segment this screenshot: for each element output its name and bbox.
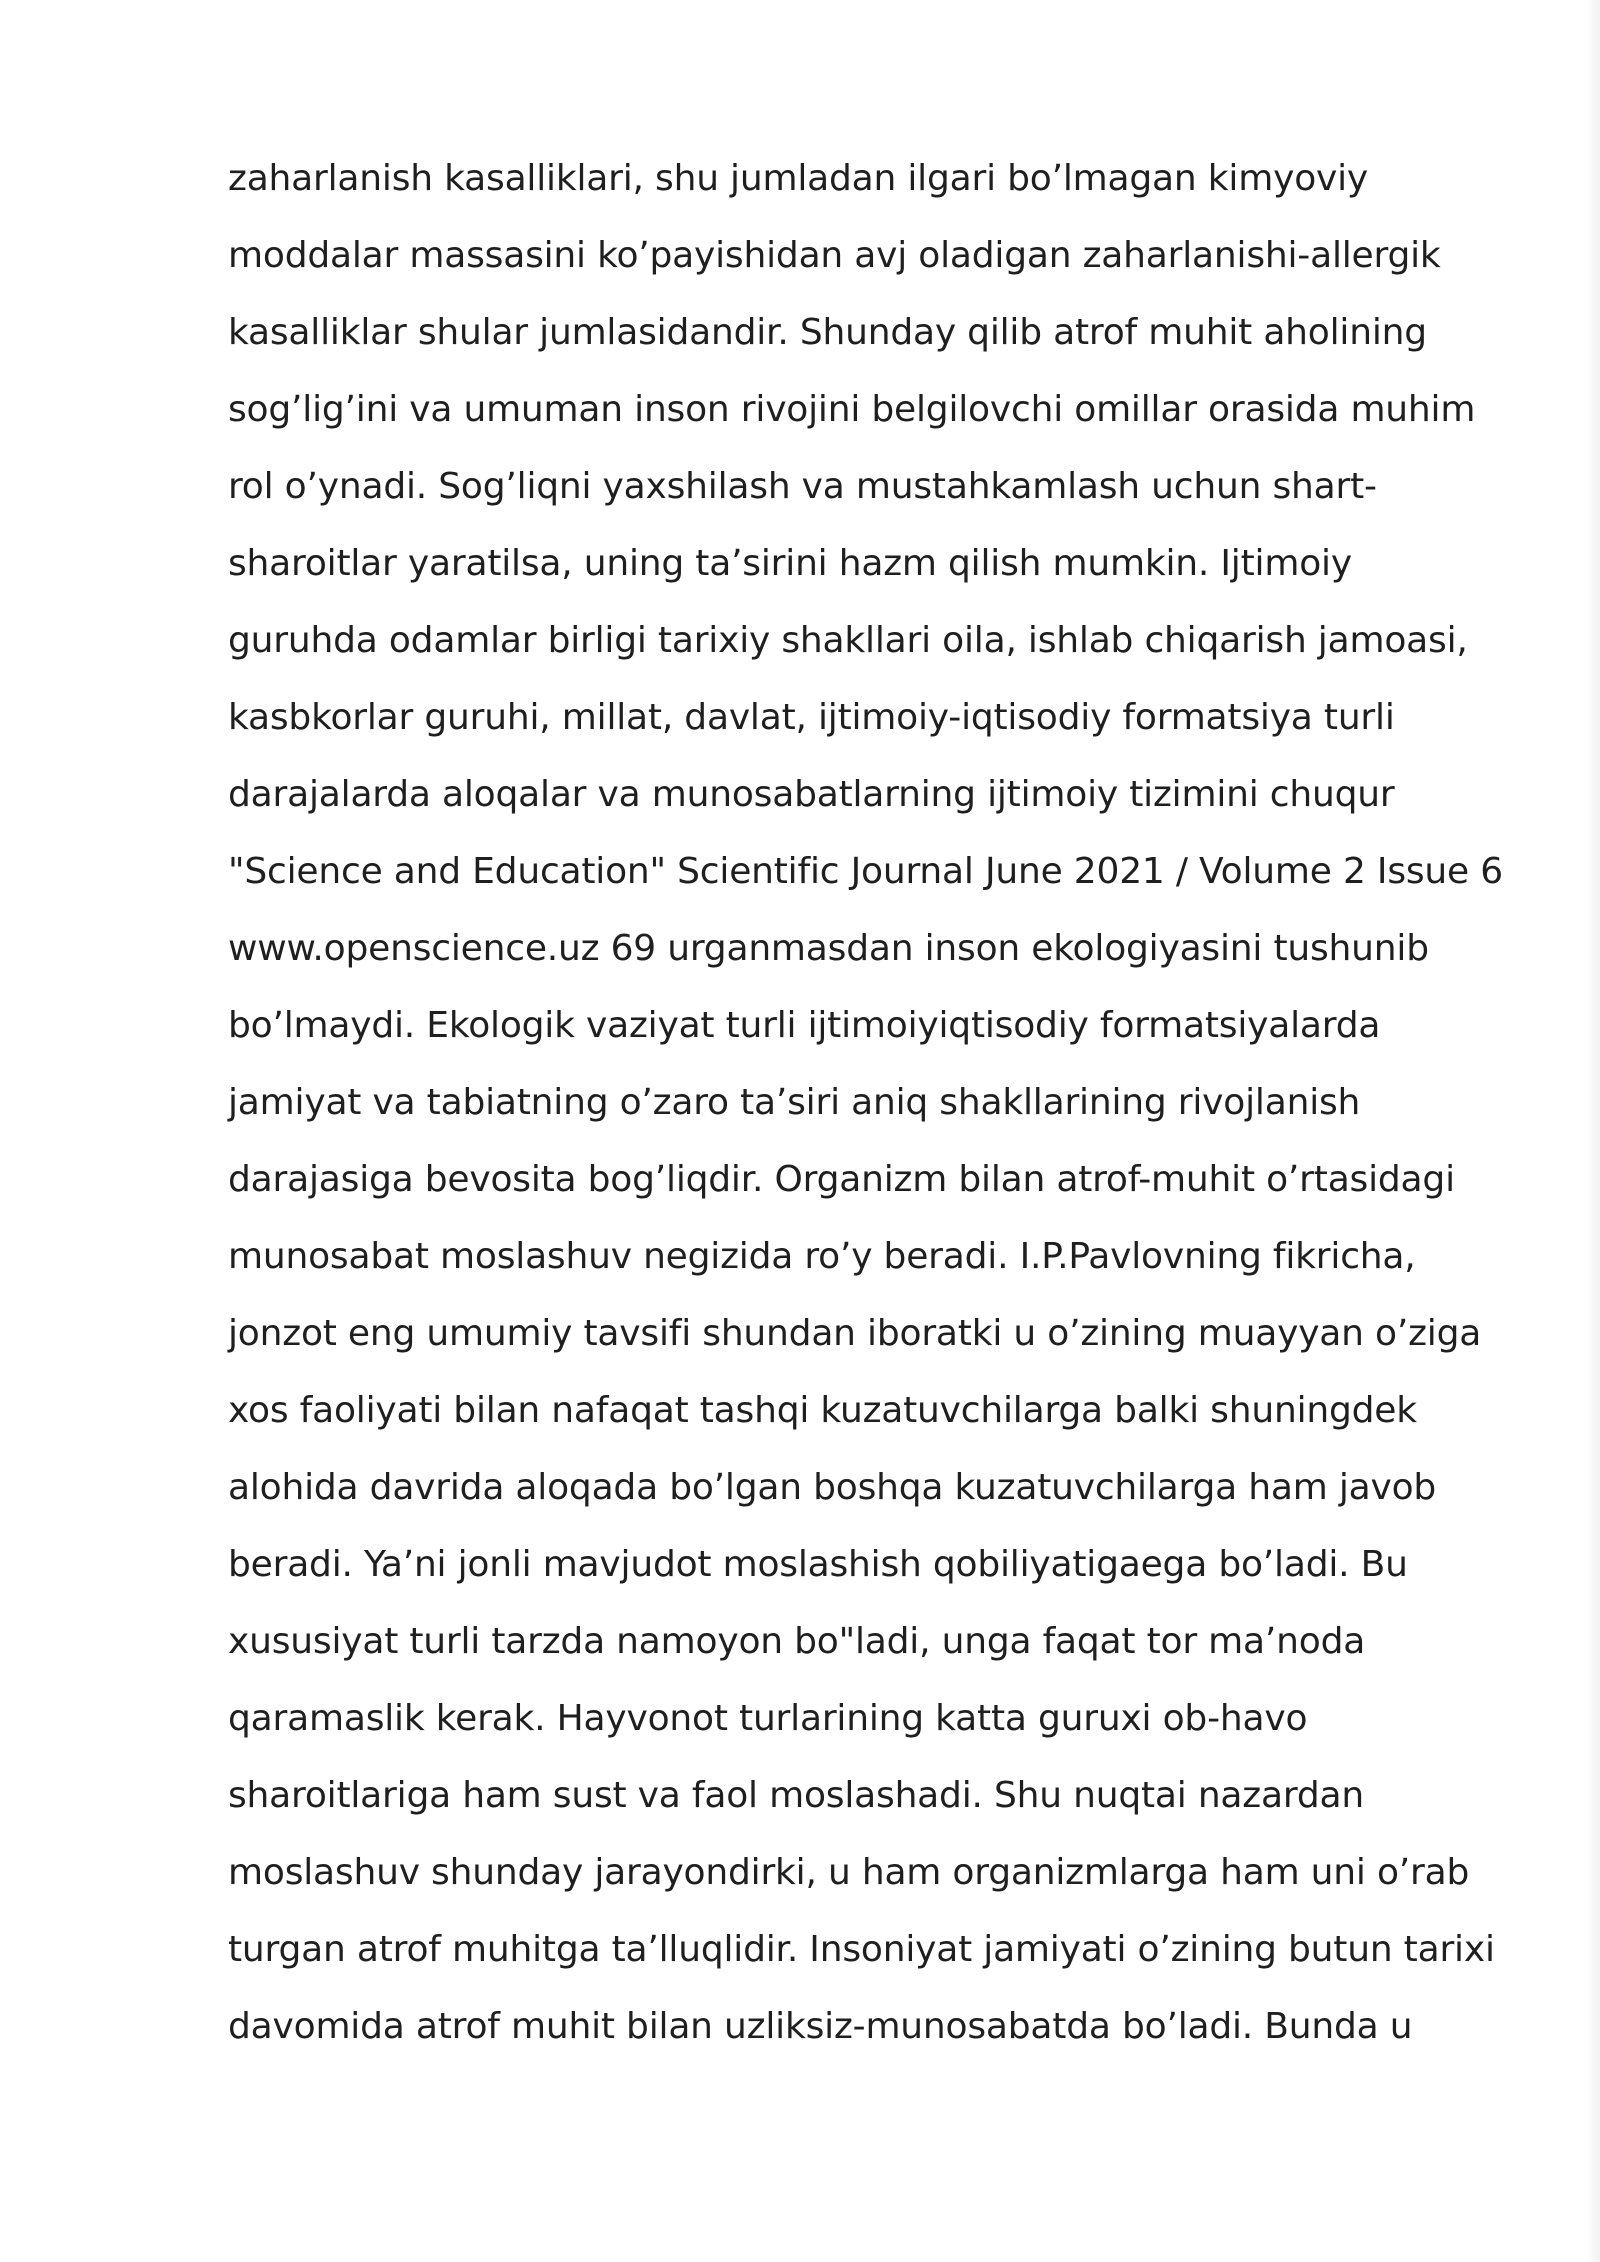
text-line: rol o’ynadi. Sog’liqni yaxshilash va mustahkamlash uchun shart- [228, 466, 1377, 507]
text-line: sharoitlariga ham sust va faol moslashadi. Shu nuqtai nazardan [228, 1775, 1364, 1816]
text-line: turgan atrof muhitga ta’lluqlidir. Insoniyat jamiyati o’zining butun tarixi [228, 1929, 1495, 1970]
text-line: moddalar massasini ko’payishidan avj oladigan zaharlanishi-allergik [228, 235, 1441, 276]
text-line: alohida davrida aloqada bo’lgan boshqa kuzatuvchilarga ham javob [228, 1467, 1437, 1508]
text-line: kasalliklar shular jumlasidandir. Shunday qilib atrof muhit aholining [228, 312, 1427, 353]
text-line: zaharlanish kasalliklari, shu jumladan ilgari bo’lmagan kimyoviy [228, 158, 1369, 199]
text-line: darajasiga bevosita bog’liqdir. Organizm bilan atrof-muhit o’rtasidagi [228, 1159, 1455, 1200]
text-line: darajalarda aloqalar va munosabatlarning ijtimoiy tizimini chuqur [228, 774, 1395, 815]
text-line: davomida atrof muhit bilan uzliksiz-munosabatda bo’ladi. Bunda u [228, 2006, 1413, 2047]
body-text [228, 148, 1528, 2073]
journal-url-line: www.openscience.uz 69 urganmasdan inson ekologiyasini tushunib [228, 928, 1429, 969]
text-line: jamiyat va tabiatning o’zaro ta’siri aniq shakllarining rivojlanish [228, 1082, 1361, 1123]
text-line: qaramaslik kerak. Hayvonot turlarining katta guruxi ob-havo [228, 1698, 1308, 1739]
journal-header-line: "Science and Education" Scientific Journal June 2021 / Volume 2 Issue 6 [228, 851, 1503, 892]
text-line: sharoitlar yaratilsa, uning ta’sirini hazm qilish mumkin. Ijtimoiy [228, 543, 1352, 584]
text-line: jonzot eng umumiy tavsifi shundan iboratki u o’zining muayyan o’ziga [228, 1313, 1482, 1354]
text-line: sog’lig’ini va umuman inson rivojini belgilovchi omillar orasida muhim [228, 389, 1476, 430]
text-line: beradi. Ya’ni jonli mavjudot moslashish qobiliyatigaega bo’ladi. Bu [228, 1544, 1408, 1585]
text-line: munosabat moslashuv negizida ro’y beradi. I.P.Pavlovning fikricha, [228, 1236, 1416, 1277]
text-line: moslashuv shunday jarayondirki, u ham organizmlarga ham uni o’rab [228, 1852, 1470, 1893]
page-edge-shadow [1586, 0, 1600, 2262]
text-line: bo’lmaydi. Ekologik vaziyat turli ijtimoiyiqtisodiy formatsiyalarda [228, 1005, 1381, 1046]
text-line: kasbkorlar guruhi, millat, davlat, ijtimoiy-iqtisodiy formatsiya turli [228, 697, 1395, 738]
text-line: guruhda odamlar birligi tarixiy shakllari oila, ishlab chiqarish jamoasi, [228, 620, 1468, 661]
text-line: xos faoliyati bilan nafaqat tashqi kuzatuvchilarga balki shuningdek [228, 1390, 1417, 1431]
text-line: xususiyat turli tarzda namoyon bo"ladi, unga faqat tor ma’noda [228, 1621, 1366, 1662]
